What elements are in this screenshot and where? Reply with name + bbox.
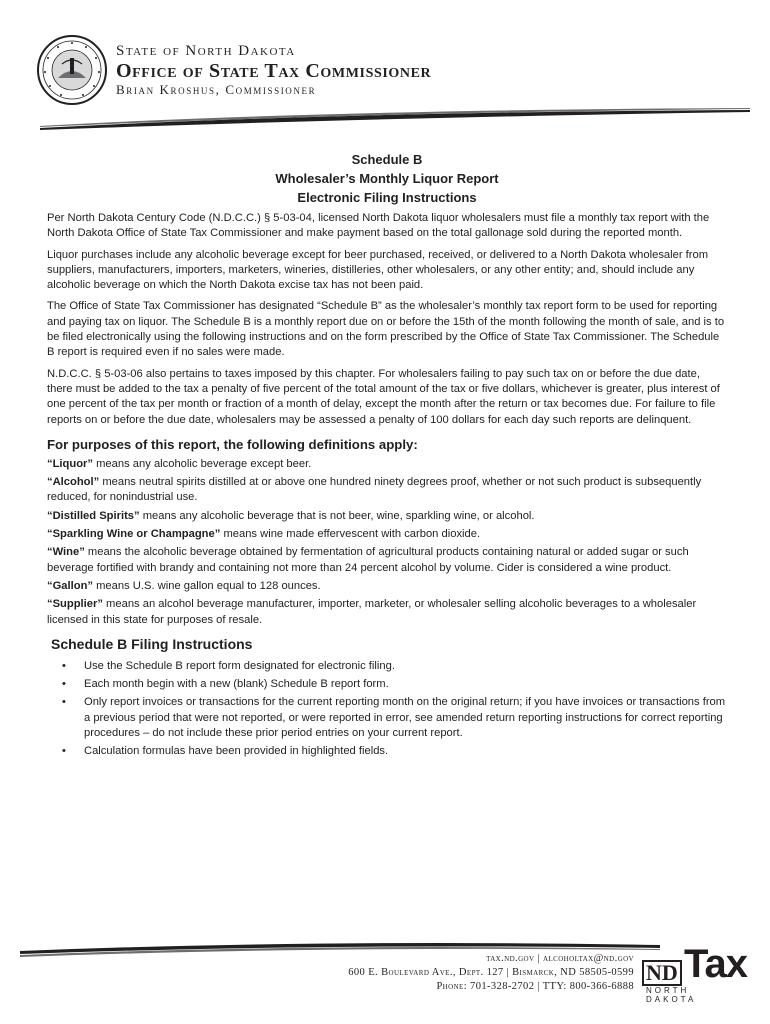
filing-instructions-list — [47, 659, 727, 760]
nd-tax-logo — [640, 942, 747, 1004]
list-item-text: Use the Schedule B report form designated for electronic filing. — [84, 659, 395, 672]
logo-subtitle: NORTH DAKOTA — [646, 986, 697, 1004]
logo-nd-text: ND — [642, 960, 682, 986]
header-swoosh — [40, 108, 750, 130]
office-name: Office of State Tax Commissioner — [116, 60, 432, 82]
state-name: State of North Dakota — [116, 43, 296, 59]
logo-tax-text: Tax — [684, 942, 747, 986]
paragraph-authority: Per North Dakota Century Code (N.D.C.C.) § 5-03-04, licensed North Dakota liquor wholesalers must file a monthly tax report with the North Dakota Office of State Tax Commissioner and make payment based on the total gallonage sold during the reported month. — [47, 212, 710, 240]
contact-address: 600 E. Boulevard Ave., Dept. 127 | Bismarck, ND 58505-0599 — [348, 967, 634, 978]
definition-term: “Distilled Spirits” — [47, 509, 140, 522]
paragraph-penalties: N.D.C.C. § 5-03-06 also pertains to taxes imposed by this chapter. For wholesalers failing to pay such tax on or before the due date, there must be added to the tax a penalty of five percent of the total amount of the tax or five dollars, whichever is greater, plus interest of one percent of the tax per month or fraction of a month of delay, except the month after the return or tax becomes due. For failure to file reports on or before the due date, wholesalers may be assessed a penalty of 100 dollars for each day such reports are delinquent. — [47, 367, 720, 426]
list-item-text: Only report invoices or transactions for the current reporting month on the original return; if you have invoices or transactions from a previous period that were not reported, or were reported in error, see amended return reporting instructions for correct reporting procedures – do not include these prior period entries on your current report. — [84, 696, 726, 740]
contact-phone: Phone: 701-328-2702 | TTY: 800-366-6888 — [436, 981, 634, 992]
list-item — [47, 677, 727, 692]
title-line-1: Schedule B — [351, 152, 423, 167]
definition-text: means wine made effervescent with carbon dioxide. — [220, 528, 481, 541]
paragraph-liquor-purchases: Liquor purchases include any alcoholic beverage except for beer purchased, received, or delivered to a North Dakota wholesaler from suppliers, manufacturers, importers, marketers, wineries, distilleries, other wholesalers, or any other entity; and, should include any alcoholic beverage on which the North Dakota excise tax has not been paid. — [47, 248, 709, 292]
definition-term: “Supplier” — [47, 598, 103, 611]
list-item — [47, 695, 727, 741]
definition-term: “Alcohol” — [47, 476, 100, 489]
definition-item — [47, 527, 727, 542]
title-line-2: Wholesaler’s Monthly Liquor Report — [275, 171, 499, 186]
definition-term: “Liquor” — [47, 457, 93, 470]
definition-item — [47, 457, 727, 472]
definition-item — [47, 545, 727, 576]
filing-instructions-heading: Schedule B Filing Instructions — [51, 635, 253, 652]
definition-text: means any alcoholic beverage that is not beer, wine, sparkling wine, or alcohol. — [139, 509, 535, 522]
document-title — [47, 150, 727, 207]
list-item-text: Calculation formulas have been provided in highlighted fields. — [84, 745, 389, 758]
definition-term: “Wine” — [47, 546, 85, 559]
title-line-3: Electronic Filing Instructions — [297, 190, 477, 205]
definition-item — [47, 597, 727, 628]
organization-name — [116, 42, 431, 98]
state-seal-icon — [36, 34, 108, 106]
paragraph-schedule-b: The Office of State Tax Commissioner has designated “Schedule B” as the wholesaler’s monthly tax report form to be used for reporting and paying tax on liquor. The Schedule B is a monthly report due on or before the 15th of the month following the month of sale, and is to be filed electronically using the following instructions and on the form prescribed by the Office of State Tax Commissioner. The Schedule B report is required even if no sales were made. — [47, 300, 725, 359]
document-body — [47, 150, 727, 763]
list-item — [47, 744, 727, 759]
definition-item — [47, 475, 727, 506]
definition-term: “Gallon” — [47, 579, 93, 592]
contact-info — [348, 952, 634, 994]
list-item — [47, 659, 727, 674]
definition-text: means the alcoholic beverage obtained by fermentation of agricultural products containing natural or added sugar or such beverage fortified with brandy and containing not more than 24 percent alcohol by volume. Cider is considered a wine product. — [47, 546, 689, 574]
definition-text: means neutral spirits distilled at or above one hundred ninety degrees proof, whether or not such product is subsequently reduced, for nonindustrial use. — [47, 476, 702, 504]
definition-item — [47, 509, 727, 524]
definition-item — [47, 579, 727, 594]
definition-text: means U.S. wine gallon equal to 128 ounces. — [93, 579, 321, 592]
definition-term: “Sparkling Wine or Champagne” — [47, 528, 221, 541]
bullet-icon: • — [62, 696, 66, 709]
bullet-icon: • — [62, 745, 66, 758]
bullet-icon: • — [62, 678, 66, 691]
definition-text: means an alcohol beverage manufacturer, importer, marketer, or wholesaler selling alcoholic beverages to a wholesaler licensed in this state for purposes of resale. — [47, 598, 697, 626]
letterhead — [36, 34, 736, 108]
definitions-heading: For purposes of this report, the following definitions apply: — [47, 436, 418, 452]
contact-web-email: tax.nd.gov | alcoholtax@nd.gov — [486, 953, 634, 964]
bullet-icon: • — [62, 659, 66, 672]
definition-text: means any alcoholic beverage except beer. — [93, 457, 312, 470]
commissioner-name: Brian Kroshus, Commissioner — [116, 82, 317, 97]
list-item-text: Each month begin with a new (blank) Schedule B report form. — [84, 678, 389, 691]
